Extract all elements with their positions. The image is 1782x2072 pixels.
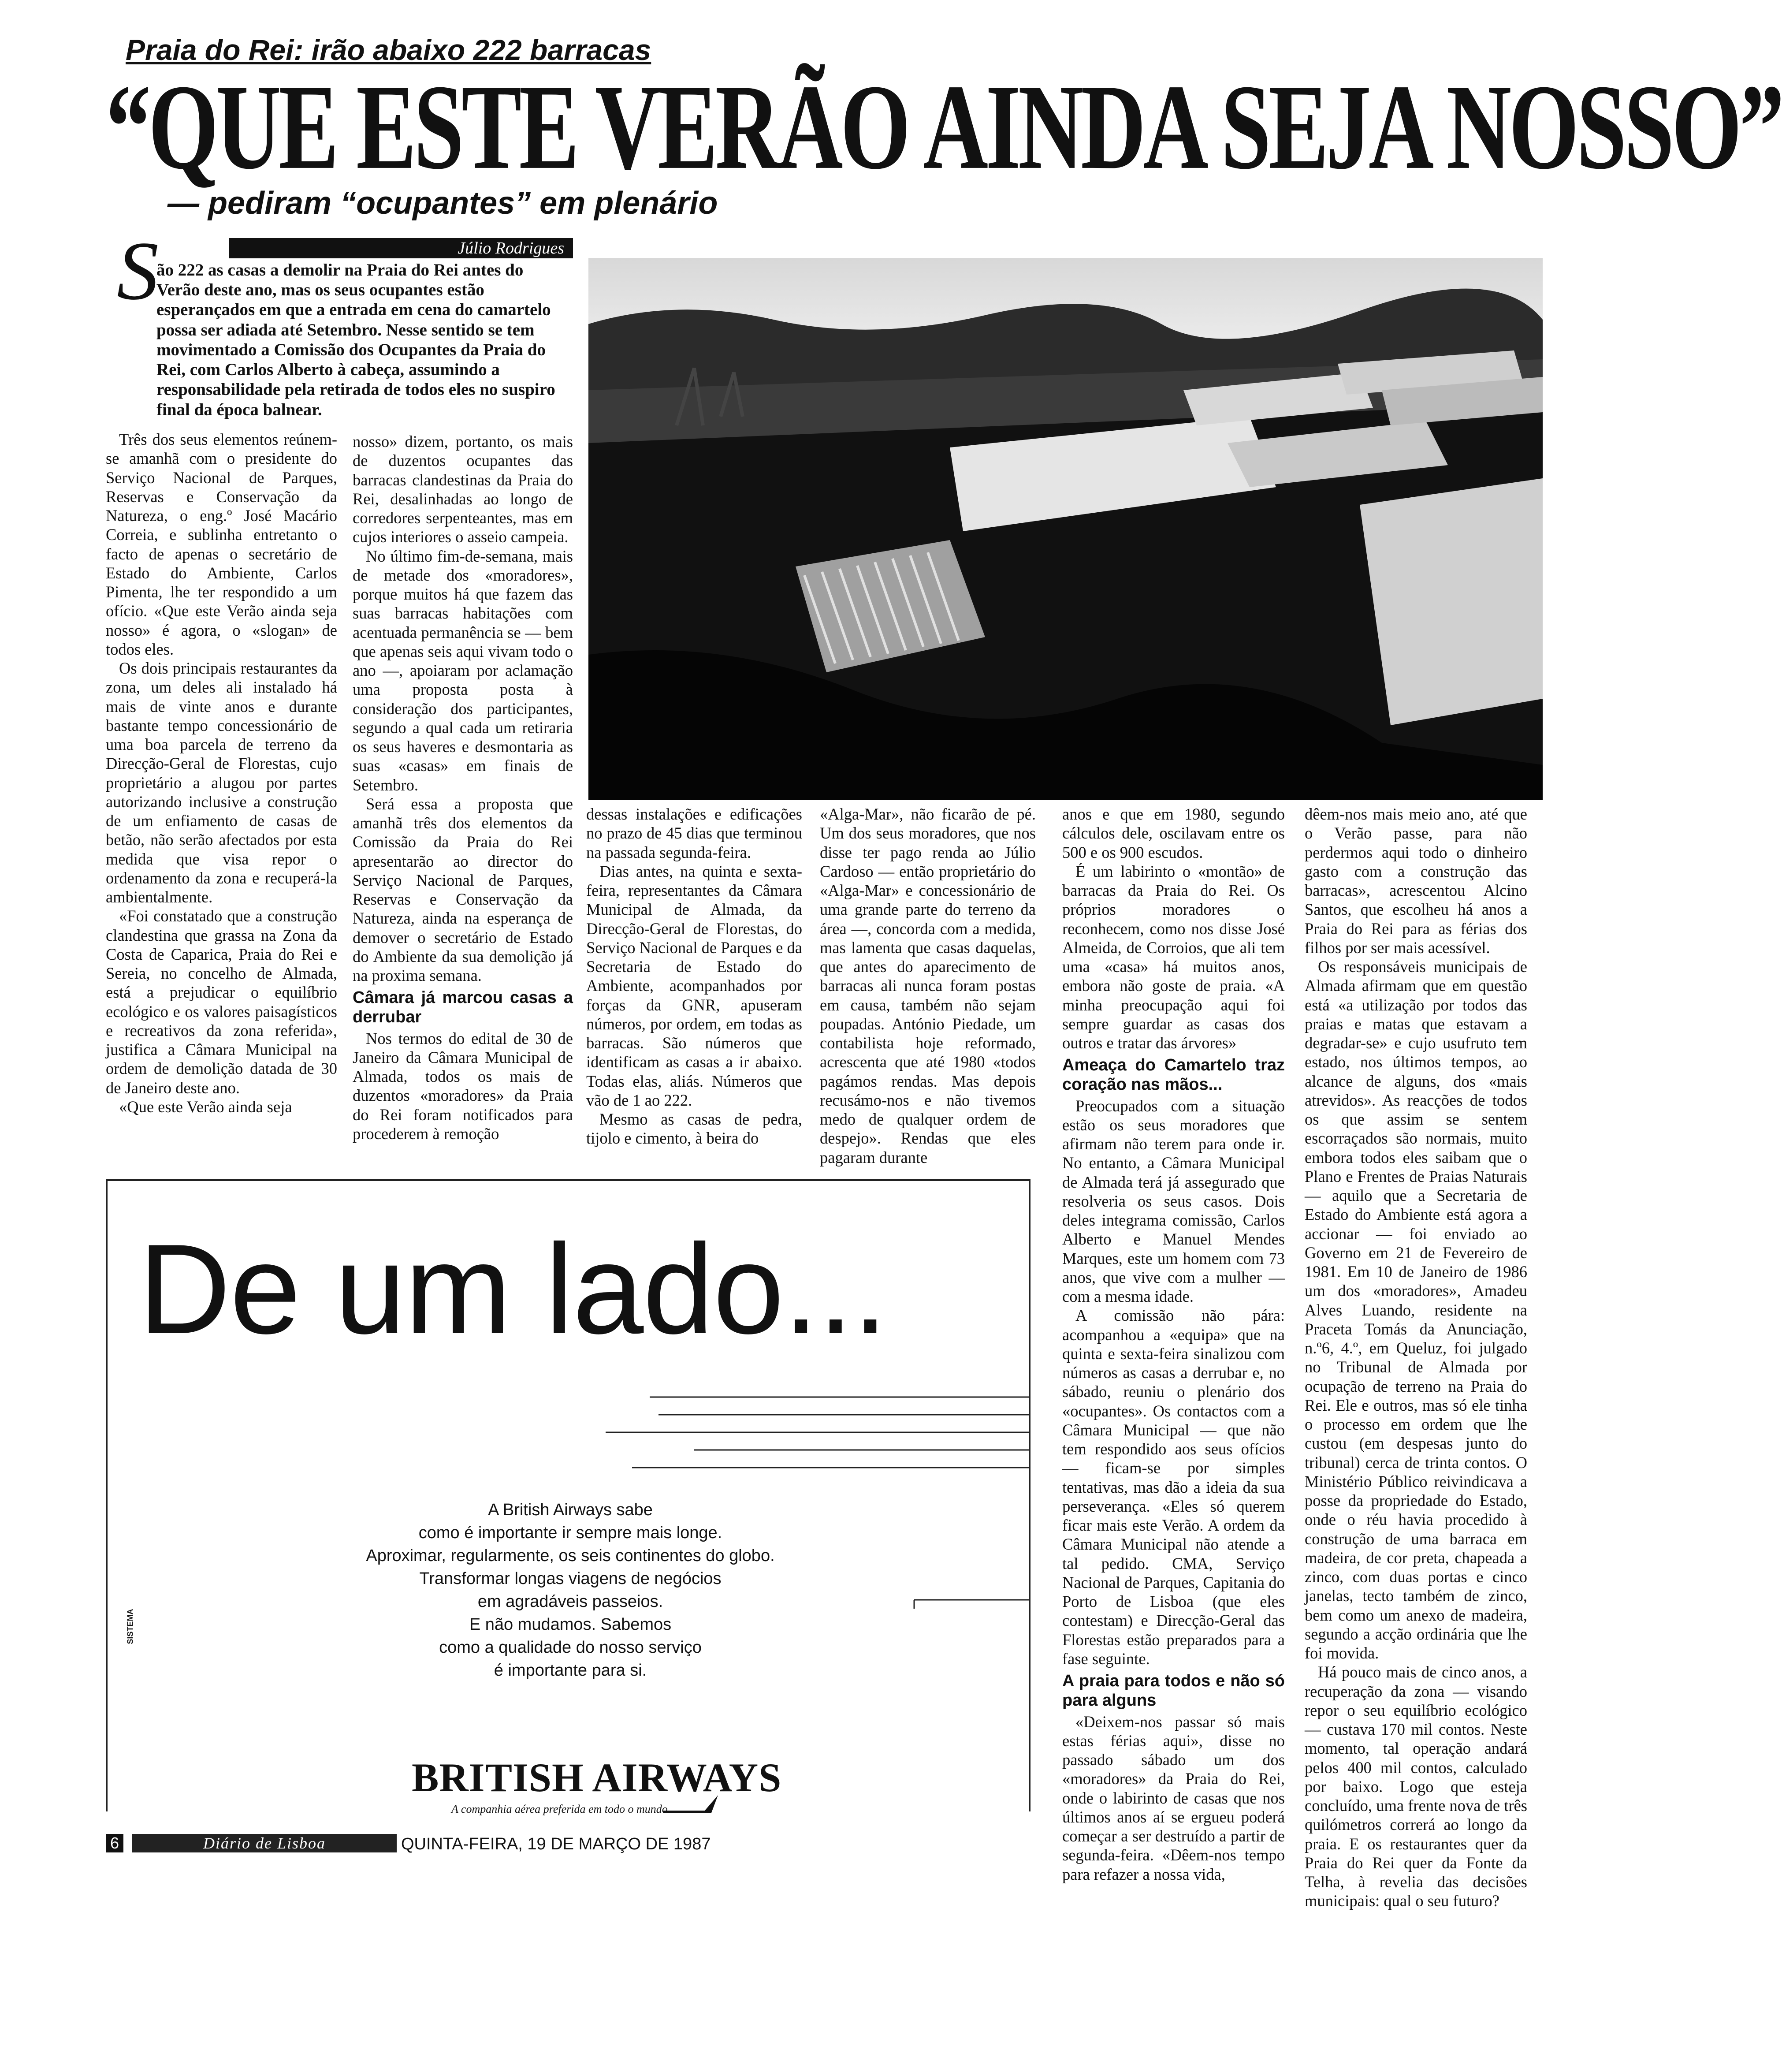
publication-date: QUINTA-FEIRA, 19 DE MARÇO DE 1987 [401,1835,711,1853]
beach-shacks-photo-image [588,258,1543,800]
article-column-3 [586,805,802,1148]
section-heading: A praia para todos e não só para alguns [1062,1672,1285,1710]
ad-copy-line: como a qualidade do nosso serviço [439,1638,702,1657]
ad-copy-line: Aproximar, regularmente, os seis continentes do globo. [366,1547,775,1565]
paragraph: «Alga-Mar», não ficarão de pé. Um dos seus moradores, que nos disse ter pago renda ao Júlio Cardoso — então proprietário do «Alga-Mar» e concessionário de uma grande parte do terreno da área —, concorda com a medida, mas lamenta que casas daquelas, que antes do aparecimento de barracas ali nunca foram postas em causa, também não sejam poupadas. António Piedade, um contabilista hoje reformado, acrescenta que até 1980 «todos pagámos rendas. Mas depois recusámo-nos e não tivemos medo de qualquer ordem de despejo». Rendas que eles pagaram durante [820,805,1036,1166]
ad-tagline: A companhia aérea preferida em todo o mundo. [451,1803,671,1815]
paragraph: «Deixem-nos passar só mais estas férias aqui», disse no passado sábado um dos «moradores» da Praia do Rei, onde o labirinto de casas que nos últimos anos aí se ergueu poderá começar a ser destruído a partir de segunda-feira. «Dêem-nos tempo para refazer a nossa vida, [1062,1712,1285,1883]
section-heading: Ameaça do Camartelo traz coração nas mãos... [1062,1056,1285,1094]
article-column-4 [820,805,1036,1167]
paragraph: Nos termos do edital de 30 de Janeiro da Câmara Municipal de Almada, todos os mais de duzentos «moradores» da Praia do Rei foram notificados para procederem à remoção [353,1029,573,1143]
ad-copy-line: E não mudamos. Sabemos [469,1615,672,1634]
article-headline: “QUE ESTE VERÃO AINDA SEJA NOSSO” [106,60,1782,195]
lede-rest: Verão deste ano, mas os seus ocupantes estão esperançados em que a entrada em cena do camartelo possa ser adiada até Setembro. Nesse sentido se tem movimentado a Comissão dos Ocupantes da Praia do Rei, com Carlos Alberto à cabeça, assumindo a responsabilidade pela retirada de todos eles no suspiro final da época balnear. [156,280,555,419]
paragraph: «Foi constatado que a construção clandestina que grassa na Zona da Costa de Caparica, Praia do Rei e Sereia, no concelho de Almada, está a prejudicar o equilíbrio ecológico e os valores paisagísticos e recreativos da zona referida», justifica a Câmara Municipal na ordem de demolição datada de 30 de Janeiro deste ano. [106,907,337,1097]
article-photo [588,258,1543,800]
ad-headline: De um lado... [138,1218,887,1360]
lede-first-line: ão 222 as casas a demolir na Praia do Rei antes do [156,261,524,279]
paragraph: Dias antes, na quinta e sexta-feira, representantes da Câmara Municipal de Almada, da Direcção-Geral de Florestas, do Serviço Nacional de Parques e da Secretaria de Estado do Ambiente, acompanhados por forças da GNR, apuseram números, por ordem, em todas as barracas. São números que identificam as casas a ir abaixo. Todas elas, aliás. Números que vão de 1 ao 222. [586,862,802,1109]
paragraph: Será essa a proposta que amanhã três dos elementos da Comissão da Praia do Rei apresentarão ao director do Serviço Nacional de Parques, Reservas e Conservação da Natureza, ainda na esperança de demover o secretário de Estado do Ambiente da sua demolição já na proxima semana. [353,794,573,984]
paragraph: Preocupados com a situação estão os seus moradores que afirmam não terem para onde ir. No entanto, a Câmara Municipal de Almada terá já assegurado que resolveria os seus casos. Dois deles integrama comissão, Carlos Alberto e Manuel Mendes Marques, este um homem com 73 anos, que vive com a mulher — com a mesma idade. [1062,1096,1285,1306]
paragraph: Três dos seus elementos reúnem-se amanhã com o presidente do Serviço Nacional de Parques, Reservas e Conservação da Natureza, o eng.º José Macário Correia, e sublinha entretanto o facto de apenas o secretário de Estado do Ambiente, Carlos Pimenta, lhe ter respondido a um ofício. «Que este Verão ainda seja nosso» é agora, o «slogan» de todos eles. [106,430,337,658]
paragraph: «Que este Verão ainda seja [119,1097,292,1116]
paragraph: dessas instalações e edificações no prazo de 45 dias que terminou na passada segunda-feira. [586,805,802,861]
british-airways-logo: BRITISH AIRWAYS [412,1755,782,1800]
ad-copy-line: A British Airways sabe [488,1501,653,1519]
paragraph: nosso» dizem, portanto, os mais de duzentos ocupantes das barracas clandestinas da Praia do Rei, desalinhadas ao longo de corredores serpenteantes, mas em cujos interiores o asseio campeia. [353,432,573,546]
ad-copy-line: como é importante ir sempre mais longe. [418,1524,722,1543]
section-heading: Câmara já marcou casas a derrubar [353,988,573,1026]
article-lede [156,260,564,420]
article-column-5 [1062,805,1285,1884]
paragraph: A comissão não pára: acompanhou a «equipa» que na quinta e sexta-feira sinalizou com números as casas a derrubar e, no sábado, reuniu o plenário dos «ocupantes». Os contactos com a Câmara Municipal — que não tem respondido aos seus ofícios — ficam-se por simples tentativas, mas dão a ideia da sua perseverança. «Eles só querem ficar mais este Verão. A ordem da Câmara Municipal não atende a tal pedido. CMA, Serviço Nacional de Parques, Capitania do Porto de Lisboa (que eles contestam) e Direcção-Geral das Florestas estão preparados para a fase seguinte. [1062,1306,1285,1668]
ad-copy-line: em agradáveis passeios. [477,1592,663,1611]
paragraph: Mesmo as casas de pedra, tijolo e cimento, à beira do [586,1110,802,1148]
article-column-1 [106,430,337,1116]
byline: Júlio Rodrigues [229,238,573,258]
ad-copy-line: Transformar longas viagens de negócios [419,1569,722,1588]
paragraph: anos e que em 1980, segundo cálculos dele, oscilavam entre os 500 e os 900 escudos. [1062,805,1285,861]
ad-agency-credit: SISTEMA [126,1609,135,1644]
page-number: 6 [106,1834,123,1852]
paragraph: É um labirinto o «montão» de barracas da Praia do Rei. Os próprios moradores o reconhecem, como nos disse José Almeida, de Corroios, que ali tem uma «casa» há muitos anos, embora não goste de praia. «A minha preocupação aqui foi sempre guardar as casas dos outros e tratar das árvores» [1062,862,1285,1052]
paragraph: No último fim-de-semana, mais de metade dos «moradores», porque muitos há que fazem das suas barracas habitações com acentuada permanência se — bem que apenas seis aqui vivam todo o ano —, apoiaram por aclamação uma proposta posta à consideração dos participantes, segundo a qual cada um retiraria os seus haveres e desmontaria as suas «casas» em finais de Setembro. [353,547,573,794]
paragraph: Há pouco mais de cinco anos, a recuperação da zona — visando repor o seu equilíbrio ecológico — custava 170 mil contos. Neste momento, tal operação andará pelos 400 mil contos, calculado por baixo. Logo que esteja concluído, uma frente nova de três quilómetros correrá ao longo da praia. E os restaurantes quer da Praia do Rei quer da Fonte da Telha, à revelia das decisões municipais: qual o seu futuro? [1305,1663,1527,1910]
article-kicker: Praia do Rei: irão abaixo 222 barracas [126,34,651,66]
speedwing-icon [663,1793,720,1819]
ad-copy-line: é importante para si. [494,1661,647,1680]
paragraph: Os responsáveis municipais de Almada afirmam que em questão está «a utilização por todos das praias e matas que estavam a degradar-se» e cujo usufruto tem estado, nos últimos tempos, ao alcance de alguns, dos «mais atrevidos». As reacções de todos os que assim se sentem escorraçados são normais, muito embora todos eles saibam que o Plano e Frentes de Praias Naturais — aquilo que a Secretaria de Estado do Ambiente está agora a accionar — foi enviado ao Governo em 21 de Fevereiro de 1981. Em 10 de Janeiro de 1986 um dos «moradores», Amadeu Alves Luando, residente na Praceta Tomás da Anunciação, n.º6, 4.º, em Queluz, foi julgado no Tribunal de Almada por ocupação de terreno na Praia do Rei. Ele e outros, mas só ele tinha o processo em ordem que lhe custou (em despesas junto do tribunal) cerca de trinta contos. O Ministério Público reivindicava a posse da propriedade do Estado, onde o réu havia procedido à construção de uma barraca em madeira, de cor preta, chapeada a zinco, com duas portas e cinco janelas, tecto também de zinco, bem como um anexo de madeira, segundo a acção ordinária que lhe foi movida. [1305,958,1527,1662]
paragraph: Os dois principais restaurantes da zona, um deles ali instalado há mais de vinte anos e durante bastante tempo concessionário de uma boa parcela de terreno da Direcção-Geral de Florestas, cujo proprietário a alugou por partes autorizando inclusive a construção de um enfiamento de casas de betão, não serão afectados por esta medida que visa repor o ordenamento da zona e recuperá-la ambientalmente. [106,659,337,906]
masthead: Diário de Lisboa [132,1834,397,1852]
article-subhead: — pediram “ocupantes” em plenário [167,186,718,221]
paragraph: dêem-nos mais meio ano, até que o Verão passe, para não perdermos aqui todo o dinheiro gasto com a construção das barracas», acrescentou Alcino Santos, que escolheu há anos a Praia do Rei para as férias dos filhos por ser mais acessível. [1305,805,1527,957]
british-airways-ad [106,1179,1031,1815]
article-column-6 [1305,805,1527,1911]
drop-cap: S [117,225,159,317]
article-column-2 [353,432,573,1143]
ad-copy [328,1498,813,1682]
